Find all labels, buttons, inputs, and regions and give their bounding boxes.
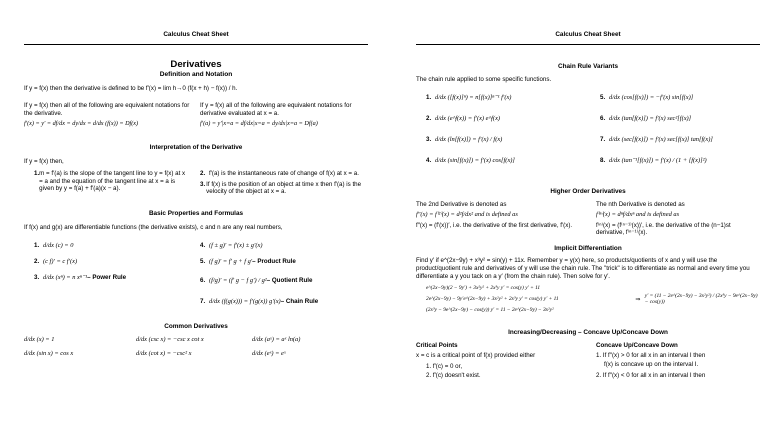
chain-variant-item: 2. d/dx (e^f(x)) = f′(x) e^f(x) — [426, 115, 501, 123]
interp-items — [24, 170, 368, 196]
section-heading-higher: Higher Order Derivatives — [550, 187, 626, 195]
common-derivative: d/dx (cot x) = −csc² x — [136, 349, 192, 357]
common-derivative: d/dx (x) = 1 — [24, 335, 55, 343]
chain-variant-item: 4. d/dx (sin[f(x)]) = f′(x) cos[f(x)] — [426, 157, 515, 165]
interp-item-1-text: m = f′(a) is the slope of the tangent line to y = f(x) at x = a and the equation of the tangent line at x = a is given by y = f(a) + f′(a)(x − a). — [39, 169, 186, 193]
critical-point-condition-2: 2. f′(c) doesn't exist. — [426, 371, 481, 379]
second-derivative-notation: f″(x) = f⁽²⁾(x) = d²f/dx² and is defined as — [416, 210, 518, 218]
chain-variant-item: 3. d/dx (ln[f(x)]) = f′(x) / f(x) — [426, 136, 503, 144]
basic-col-right — [196, 238, 368, 312]
page-header: Calculus Cheat Sheet — [555, 31, 621, 38]
interp-items-right — [196, 170, 368, 196]
notation-right — [196, 102, 368, 128]
interp-item-2: 2. f′(a) is the instantaneous rate of change of f(x) at x = a. — [200, 169, 359, 177]
chain-variant-item: 1. d/dx ([f(x)]ⁿ) = n[f(x)]ⁿ⁻¹ f′(x) — [426, 94, 512, 102]
power-rule-label: – Power Rule — [87, 274, 127, 282]
notation-right-formula: f′(a) = y′|x=a = df/dx|x=a = dy/dx|x=a = Df(a) — [200, 120, 318, 128]
right-page — [392, 0, 784, 441]
implicit-step-3: (2x³y − 9e^(2x−9y) − cos(y)) y′ = 11 − 2e^(2x−9y) − 3x²y² — [426, 306, 554, 313]
critical-point-condition-1: 1. f′(c) = 0 or, — [426, 363, 463, 370]
page-header: Calculus Cheat Sheet — [163, 31, 229, 38]
basic-formulas — [24, 238, 368, 312]
page-title: Derivatives — [170, 59, 222, 70]
basic-intro: If f(x) and g(x) are differentiable functions (the derivative exists), c and n are any real numbers, — [24, 224, 283, 232]
concavity-item-1: 1. If f″(x) > 0 for all x in an interval I then — [596, 352, 706, 360]
notation-right-text: If y = f(x) all of the following are equivalent notations for derivative evaluated at x = a. — [200, 101, 352, 117]
interp-intro: If y = f(x) then, — [24, 158, 64, 166]
section-heading-basic: Basic Properties and Formulas — [148, 210, 244, 218]
notation-block — [24, 102, 368, 128]
implicit-solution: y′ = (11 − 2e^(2x−9y) − 3x²y²) / (2x³y − 9e^(2x−9y) − cos(y)) — [644, 292, 758, 306]
basic-item-1: 1. d/dx (c) = 0 — [34, 241, 74, 250]
chain-intro: The chain rule applied to some specific functions. — [416, 76, 552, 83]
implicit-step-2: 2e^(2x−9y) − 9y′e^(2x−9y) + 3x²y² + 2x³y y′ = cos(y) y′ + 11 — [426, 296, 559, 302]
interp-item-2-text: f′(a) is the instantaneous rate of change of f(x) at x = a. — [209, 169, 359, 177]
higher-order-block — [416, 201, 760, 237]
nth-derivative-title: The nth Derivative is denoted as — [596, 200, 685, 208]
chain-variant-item: 7. d/dx (sec[f(x)]) = f′(x) sec[f(x)] tan[f(x)] — [600, 136, 713, 144]
notation-left-formula: f′(x) = y′ = df/dx = dy/dx = d/dx (f(x)) = Df(x) — [24, 120, 139, 128]
section-heading-chain: Chain Rule Variants — [557, 63, 619, 70]
interp-item-3: 3. If f(x) is the position of an object at time x then f′(a) is the velocity of the object at x = a. — [200, 181, 368, 197]
implicit-step-1: e^(2x−9y)(2 − 9y′) + 3x²y² + 2x³y y′ = cos(y) y′ + 11 — [426, 285, 541, 292]
incdec-block — [416, 342, 760, 380]
basic-item-2: 2. (c f)′ = c f′(x) — [34, 257, 78, 266]
implicit-steps — [426, 285, 631, 313]
chain-variant-item: 8. d/dx (tan⁻¹[f(x)]) = f′(x) / (1 + [f(x)]²) — [600, 157, 707, 165]
chain-variant-item: 6. d/dx (tan[f(x)]) = f′(x) sec²[f(x)] — [600, 115, 692, 123]
implies-arrow: ⇒ — [635, 295, 641, 303]
basic-item-3: 3. d/dx (xⁿ) = n xⁿ⁻¹ – Power Rule — [34, 273, 127, 282]
concavity-item-1-cont: f(x) is concave up on the interval I. — [604, 361, 699, 368]
incdec-right — [588, 342, 760, 380]
chain-variants-grid — [416, 88, 760, 172]
derivative-definition: If y = f(x) then the derivative is defined to be f′(x) = lim h→0 (f(x + h) − f(x)) / h. — [24, 85, 238, 93]
notation-left — [24, 102, 196, 128]
second-derivative-title: The 2nd Derivative is denoted as — [416, 200, 507, 208]
common-derivative: d/dx (eˣ) = eˣ — [252, 349, 286, 357]
concavity-title: Concave Up/Concave Down — [596, 341, 678, 349]
basic-col-left — [24, 238, 196, 312]
implicit-text: Find y′ if e^(2x−9y) + x³y² = sin(y) + 11x. Remember y = y(x) here, so products/quotients of x and y will use the product/quotient rule and derivatives of y will use the chain rule. The "trick" is to differentiate as normal and every time you differentiate a y you tack on a y′ (from the chain rule). Then solve for y′. — [416, 257, 750, 280]
basic-item-6: 6. (f/g)′ = (f′ g − f g′) / g² – Quotient Rule — [200, 276, 313, 285]
section-heading-definition: Definition and Notation — [159, 70, 233, 78]
higher-left — [416, 201, 588, 237]
quotient-rule-label: – Quotient Rule — [266, 277, 313, 285]
section-heading-common: Common Derivatives — [164, 322, 228, 330]
header-rule — [24, 44, 368, 45]
chain-rule-label: – Chain Rule — [280, 298, 319, 306]
common-derivative: d/dx (csc x) = −csc x cot x — [136, 335, 204, 343]
interp-item-1: 1. m = f′(a) is the slope of the tangent line to y = f(x) at x = a and the equation of the tangent line at x = a is given by y = f(a) + f′(a)(x − a). — [24, 170, 196, 196]
section-heading-implicit: Implicit Differentiation — [554, 245, 622, 252]
basic-item-4: 4. (f ± g)′ = f′(x) ± g′(x) — [200, 241, 263, 250]
common-derivative: d/dx (aˣ) = aˣ ln(a) — [252, 335, 301, 343]
critical-points-title: Critical Points — [416, 341, 458, 349]
higher-right — [588, 201, 760, 237]
chain-variant-item: 5. d/dx (cos[f(x)]) = −f′(x) sin[f(x)] — [600, 94, 694, 102]
notation-left-text: If y = f(x) then all of the following are equivalent notations for the derivative. — [24, 101, 190, 117]
header-rule — [416, 44, 760, 45]
section-heading-incdec: Increasing/Decreasing – Concave Up/Concave Down — [508, 328, 668, 336]
incdec-left — [416, 342, 588, 380]
nth-derivative-def: f⁽ⁿ⁾(x) = (f⁽ⁿ⁻¹⁾(x))′, i.e. the derivative of the (n−1)st derivative, f⁽ⁿ⁻¹⁾(x). — [596, 221, 731, 237]
second-derivative-def: f″(x) = (f′(x))′, i.e. the derivative of the first derivative, f′(x). — [416, 221, 573, 229]
nth-derivative-notation: f⁽ⁿ⁾(x) = dⁿf/dxⁿ and is defined as — [596, 210, 680, 218]
interp-item-3-text: If f(x) is the position of an object at time x then f′(a) is the velocity of the object at x = a. — [206, 180, 362, 196]
common-derivatives-grid — [24, 336, 368, 358]
product-rule-label: – Product Rule — [252, 258, 296, 266]
basic-item-5: 5. (f g)′ = f′ g + f g′ – Product Rule — [200, 257, 296, 266]
critical-points-text: x = c is a critical point of f(x) provided either — [416, 352, 536, 360]
common-derivative: d/dx (sin x) = cos x — [24, 349, 74, 357]
concavity-item-2: 2. If f″(x) < 0 for all x in an interval I then — [596, 371, 706, 379]
basic-item-7: 7. d/dx (f(g(x))) = f′(g(x)) g′(x) – Chain Rule — [200, 297, 319, 306]
implicit-work — [416, 285, 760, 313]
section-heading-interpretation: Interpretation of the Derivative — [149, 144, 243, 152]
